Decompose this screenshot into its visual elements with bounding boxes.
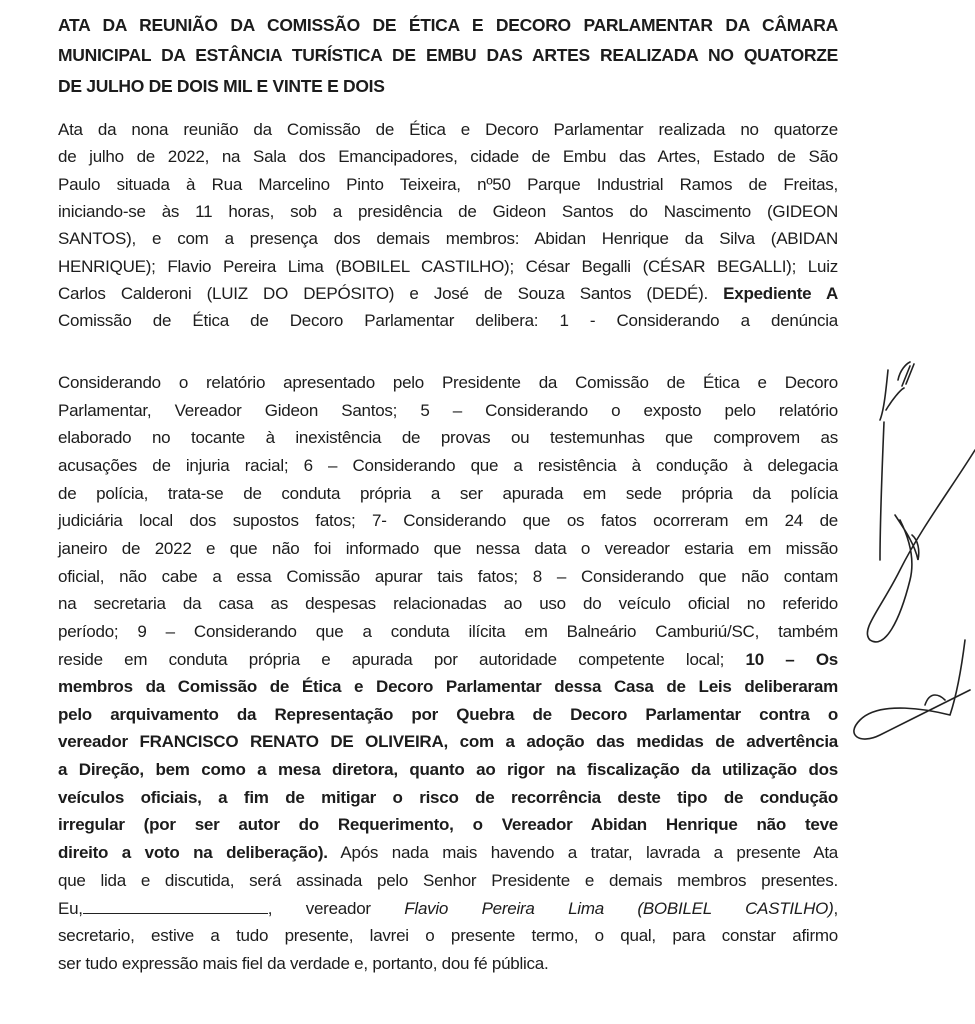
text-run: 10 – Os (745, 649, 838, 669)
text-line (58, 283, 838, 305)
text-run: Eu, (58, 899, 83, 919)
text-line (58, 870, 838, 892)
signature-blank (83, 897, 268, 914)
text-run: secretario, estive a tudo presente, lavrei o presente termo, o qual, para constar afirmo (58, 926, 838, 945)
text-line (58, 427, 838, 449)
text-line (58, 953, 838, 975)
text-line (58, 731, 838, 753)
text-run: período; 9 – Considerando que a conduta ilícita em Balneário Camburiú/SC, também (58, 621, 838, 641)
text-run: vereador FRANCISCO RENATO DE OLIVEIRA, com a adoção das medidas de advertência (58, 732, 838, 752)
text-run: acusações de injuria racial; 6 – Considerando que a resistência à condução à delegacia (58, 455, 838, 475)
text-line (58, 787, 838, 809)
text-line (58, 400, 838, 422)
text-run: janeiro de 2022 e que não foi informado que nessa data o vereador estaria em missão (58, 538, 838, 558)
text-line (58, 897, 838, 920)
text-line (58, 483, 838, 505)
text-run: direito a voto na deliberação). (58, 843, 328, 863)
text-run: SANTOS), e com a presença dos demais membros: Abidan Henrique da Silva (ABIDAN (58, 229, 838, 249)
text-run: Carlos Calderoni (LUIZ DO DEPÓSITO) e José de Souza Santos (DEDÉ). (58, 283, 724, 303)
title-line: MUNICIPAL DA ESTÂNCIA TURÍSTICA DE EMBU DAS ARTES REALIZADA NO QUATORZE (58, 45, 838, 65)
text-line (58, 510, 838, 532)
text-run: oficial, não cabe a essa Comissão apurar tais fatos; 8 – Considerando que não contam (58, 566, 838, 586)
text-run: Parlamentar, Vereador Gideon Santos; 5 – Considerando o exposto pelo relatório (58, 400, 838, 420)
text-run: HENRIQUE); Flavio Pereira Lima (BOBILEL CASTILHO); César Begalli (CÉSAR BEGALLI); Luiz (58, 256, 838, 276)
text-run: , (833, 899, 839, 919)
text-line (58, 538, 838, 560)
text-line (58, 649, 838, 671)
text-line (58, 814, 838, 836)
signature-1 (880, 362, 914, 420)
text-run: Comissão de Ética de Decoro Parlamentar delibera: 1 - Considerando a denúncia (58, 311, 838, 331)
text-line (58, 842, 838, 864)
text-run: na secretaria da casa as despesas relacionadas ao uso do veículo oficial no referido (58, 594, 838, 614)
title-line: ATA DA REUNIÃO DA COMISSÃO DE ÉTICA E DECORO PARLAMENTAR DA CÂMARA (58, 15, 838, 35)
text-run: elaborado no tocante à inexistência de provas ou testemunhas que comprovem as (58, 428, 838, 448)
text-run: de julho de 2022, na Sala dos Emancipadores, cidade de Embu das Artes, Estado de São (58, 147, 838, 167)
text-line (58, 256, 838, 278)
text-run: de polícia, trata-se de conduta própria a ser apurada em sede própria da polícia (58, 483, 838, 503)
text-line (58, 174, 838, 196)
text-run: Considerando o relatório apresentado pelo Presidente da Comissão de Ética e Decoro (58, 373, 838, 392)
signature-3 (854, 640, 970, 739)
text-run: Após nada mais havendo a tratar, lavrada a presente Ata (327, 843, 838, 863)
text-line (58, 201, 838, 223)
text-run: Flavio Pereira Lima (BOBILEL CASTILHO) (404, 899, 834, 919)
text-line (58, 925, 838, 947)
text-run: Paulo situada à Rua Marcelino Pinto Teixeira, nº50 Parque Industrial Ramos de Freitas, (58, 174, 838, 194)
text-run: pelo arquivamento da Representação por Quebra de Decoro Parlamentar contra o (58, 704, 838, 724)
text-line (58, 455, 838, 477)
text-run: veículos oficiais, a fim de mitigar o risco de recorrência deste tipo de condução (58, 787, 838, 807)
text-run: a Direção, bem como a mesa diretora, quanto ao rigor na fiscalização da utilização dos (58, 760, 838, 780)
text-line (58, 310, 838, 332)
text-run: Ata da nona reunião da Comissão de Ética e Decoro Parlamentar realizada no quatorze (58, 120, 838, 139)
text-line (58, 621, 838, 643)
text-line (58, 228, 838, 250)
text-run: ser tudo expressão mais fiel da verdade e, portanto, dou fé pública. (58, 953, 549, 973)
text-run: que lida e discutida, será assinada pelo Senhor Presidente e demais membros presentes. (58, 870, 838, 890)
text-line (58, 372, 838, 394)
text-line (58, 593, 838, 615)
text-run: membros da Comissão de Ética e Decoro Parlamentar dessa Casa de Leis deliberaram (58, 677, 838, 697)
signature-line-1 (880, 422, 884, 560)
text-run: iniciando-se às 11 horas, sob a presidência de Gideon Santos do Nascimento (GIDEON (58, 201, 838, 221)
text-run: judiciária local dos supostos fatos; 7- Considerando que os fatos ocorreram em 24 de (58, 511, 838, 531)
text-line (58, 566, 838, 588)
text-run: Expediente A (723, 283, 838, 303)
handwritten-signatures (840, 360, 975, 760)
text-run: , vereador (267, 899, 405, 919)
title-line: DE JULHO DE DOIS MIL E VINTE E DOIS (58, 76, 385, 96)
text-line (58, 146, 838, 168)
signature-2 (867, 450, 975, 642)
text-line (58, 704, 838, 726)
text-run: reside em conduta própria e apurada por autoridade competente local; (58, 649, 746, 669)
text-line (58, 119, 838, 141)
text-line (58, 759, 838, 781)
text-run: irregular (por ser autor do Requerimento, o Vereador Abidan Henrique não teve (58, 815, 838, 835)
text-line (58, 676, 838, 698)
